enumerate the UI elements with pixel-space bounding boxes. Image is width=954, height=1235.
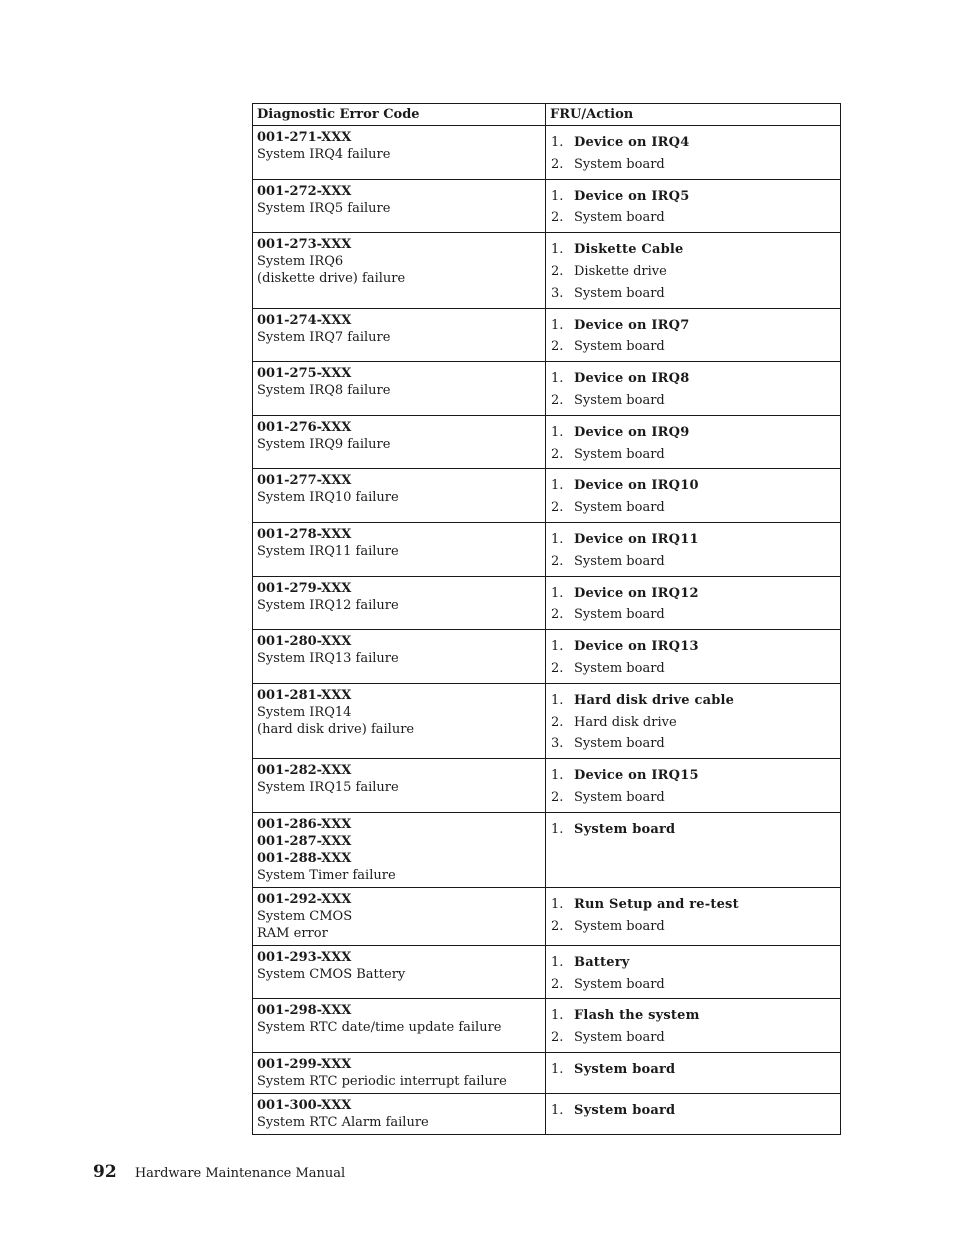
fru-action-cell <box>546 683 841 758</box>
action-text: Device on IRQ10 <box>574 478 699 494</box>
action-number: 2. <box>551 263 564 279</box>
error-code: 001-298-XXX <box>257 1003 352 1019</box>
error-description: System CMOS <box>257 908 353 924</box>
action-number: 1. <box>551 896 564 912</box>
action-list <box>550 526 836 573</box>
action-list <box>550 1097 836 1122</box>
action-text: System board <box>574 392 665 408</box>
header-fru-action: FRU/Action <box>546 104 841 126</box>
action-item <box>550 154 836 176</box>
action-list <box>550 472 836 519</box>
error-description: System IRQ15 failure <box>257 780 399 796</box>
action-list <box>550 891 836 938</box>
action-number: 2. <box>551 210 564 226</box>
error-code: 001-274-XXX <box>257 312 352 328</box>
action-text: Device on IRQ4 <box>574 135 690 150</box>
action-item <box>550 690 836 712</box>
action-number: 2. <box>551 918 564 934</box>
error-description: (hard disk drive) failure <box>257 721 415 737</box>
error-code: 001-300-XXX <box>257 1097 352 1113</box>
fru-action-cell <box>546 308 841 362</box>
table-row <box>253 233 841 308</box>
table-row <box>253 1052 841 1093</box>
action-item <box>550 604 836 626</box>
table-row <box>253 630 841 684</box>
action-number: 1. <box>551 188 564 204</box>
table-row <box>253 126 841 180</box>
error-code-cell <box>253 759 546 813</box>
action-number: 1. <box>551 821 564 837</box>
error-code-cell <box>253 415 546 469</box>
table-row <box>253 759 841 813</box>
table-header-row <box>253 104 841 126</box>
action-text: System board <box>574 446 665 462</box>
error-code: 001-276-XXX <box>257 419 352 435</box>
action-text: Device on IRQ5 <box>574 188 690 204</box>
action-text: System board <box>574 500 665 516</box>
error-code: 001-279-XXX <box>257 580 352 596</box>
action-number: 3. <box>551 736 564 752</box>
error-code: 001-286-XXX <box>257 816 352 832</box>
table-row <box>253 179 841 233</box>
error-code-cell <box>253 1093 546 1134</box>
error-code: 001-287-XXX <box>257 833 352 849</box>
error-description: System IRQ13 failure <box>257 651 399 667</box>
action-item <box>550 733 836 755</box>
action-list <box>550 949 836 996</box>
error-description: System IRQ11 failure <box>257 543 399 559</box>
action-number: 1. <box>551 135 564 150</box>
error-code: 001-273-XXX <box>257 237 352 253</box>
error-code-cell <box>253 576 546 630</box>
table-row <box>253 683 841 758</box>
action-number: 2. <box>551 789 564 805</box>
action-number: 1. <box>551 317 564 333</box>
error-description: System IRQ6 <box>257 254 344 270</box>
fru-action-cell <box>546 630 841 684</box>
action-number: 2. <box>551 1030 564 1046</box>
error-code: 001-271-XXX <box>257 130 352 145</box>
action-item <box>550 390 836 412</box>
fru-action-cell <box>546 179 841 233</box>
action-item <box>550 894 836 916</box>
action-text: Flash the system <box>574 1008 700 1024</box>
fru-action-cell <box>546 1052 841 1093</box>
table-row <box>253 469 841 523</box>
action-item <box>550 1100 836 1122</box>
action-number: 2. <box>551 392 564 408</box>
error-code: 001-299-XXX <box>257 1056 352 1072</box>
action-text: Diskette Cable <box>574 242 684 258</box>
fru-action-cell <box>546 1093 841 1134</box>
fru-action-cell <box>546 812 841 887</box>
action-number: 1. <box>551 242 564 258</box>
action-text: Device on IRQ11 <box>574 531 699 547</box>
table-row <box>253 576 841 630</box>
action-text: Device on IRQ9 <box>574 424 690 440</box>
action-item <box>550 132 836 154</box>
action-text: System board <box>574 607 665 623</box>
error-code-cell <box>253 887 546 945</box>
action-item <box>550 529 836 551</box>
table-row <box>253 522 841 576</box>
error-code-cell <box>253 308 546 362</box>
error-code-cell <box>253 1052 546 1093</box>
action-text: Device on IRQ12 <box>574 585 699 601</box>
error-description: System Timer failure <box>257 867 396 883</box>
action-item <box>550 819 836 841</box>
error-code: 001-272-XXX <box>257 183 352 199</box>
action-item <box>550 315 836 337</box>
action-item <box>550 916 836 938</box>
fru-action-cell <box>546 415 841 469</box>
table-row <box>253 362 841 416</box>
action-item <box>550 261 836 283</box>
action-text: System board <box>574 660 665 676</box>
action-item <box>550 368 836 390</box>
fru-action-cell <box>546 945 841 999</box>
error-code-cell <box>253 126 546 180</box>
error-code-cell <box>253 469 546 523</box>
action-text: Device on IRQ13 <box>574 639 699 655</box>
action-text: System board <box>574 736 665 752</box>
action-number: 2. <box>551 156 564 172</box>
action-text: Diskette drive <box>574 263 667 279</box>
action-list <box>550 633 836 680</box>
action-number: 1. <box>551 531 564 547</box>
error-code: 001-292-XXX <box>257 891 352 907</box>
action-text: System board <box>574 918 665 934</box>
action-text: System board <box>574 976 665 992</box>
action-text: System board <box>574 339 665 355</box>
table-row <box>253 812 841 887</box>
error-description: System RTC Alarm failure <box>257 1114 429 1130</box>
action-list <box>550 1002 836 1049</box>
action-number: 2. <box>551 446 564 462</box>
action-number: 2. <box>551 553 564 569</box>
action-item <box>550 444 836 466</box>
error-code-cell <box>253 179 546 233</box>
action-number: 2. <box>551 339 564 355</box>
error-description: System IRQ9 failure <box>257 436 391 452</box>
error-description: System RTC date/time update failure <box>257 1020 502 1036</box>
table-row <box>253 999 841 1053</box>
header-diagnostic-error-code: Diagnostic Error Code <box>253 104 546 126</box>
action-number: 1. <box>551 692 564 708</box>
error-description: (diskette drive) failure <box>257 271 406 287</box>
page-number: 92 <box>93 1162 117 1182</box>
action-item <box>550 712 836 734</box>
fru-action-cell <box>546 887 841 945</box>
action-item <box>550 475 836 497</box>
action-text: System board <box>574 821 676 837</box>
action-number: 1. <box>551 1061 564 1077</box>
action-number: 2. <box>551 500 564 516</box>
action-list <box>550 1056 836 1081</box>
action-text: Run Setup and re-test <box>574 896 739 912</box>
fru-table <box>252 103 841 1135</box>
fru-action-cell <box>546 233 841 308</box>
action-item <box>550 636 836 658</box>
table-row <box>253 945 841 999</box>
error-code-cell <box>253 999 546 1053</box>
error-code-cell <box>253 945 546 999</box>
action-item <box>550 239 836 261</box>
table-row <box>253 1093 841 1134</box>
fru-action-cell <box>546 362 841 416</box>
action-text: System board <box>574 789 665 805</box>
action-text: Device on IRQ15 <box>574 768 699 784</box>
action-list <box>550 129 836 176</box>
action-number: 1. <box>551 1008 564 1024</box>
action-text: Hard disk drive cable <box>574 692 735 708</box>
fru-action-cell <box>546 469 841 523</box>
action-item <box>550 207 836 229</box>
fru-action-cell <box>546 759 841 813</box>
manual-title: Hardware Maintenance Manual <box>134 1166 346 1181</box>
error-code-cell <box>253 233 546 308</box>
error-description: System IRQ5 failure <box>257 200 391 216</box>
action-text: System board <box>574 1102 676 1118</box>
action-text: System board <box>574 553 665 569</box>
action-list <box>550 580 836 627</box>
action-item <box>550 658 836 680</box>
action-number: 1. <box>551 1102 564 1118</box>
action-number: 2. <box>551 976 564 992</box>
error-description: System IRQ12 failure <box>257 597 399 613</box>
action-item <box>550 497 836 519</box>
fru-action-cell <box>546 999 841 1053</box>
action-number: 3. <box>551 285 564 301</box>
error-code: 001-280-XXX <box>257 634 352 650</box>
action-item <box>550 283 836 305</box>
action-number: 1. <box>551 478 564 494</box>
action-text: System board <box>574 1030 665 1046</box>
error-code: 001-277-XXX <box>257 473 352 489</box>
action-list <box>550 419 836 466</box>
action-list <box>550 236 836 304</box>
error-code-cell <box>253 522 546 576</box>
action-number: 2. <box>551 714 564 730</box>
error-code-cell <box>253 683 546 758</box>
action-text: Battery <box>574 954 630 970</box>
table-row <box>253 887 841 945</box>
action-item <box>550 1027 836 1049</box>
action-item <box>550 422 836 444</box>
action-number: 2. <box>551 607 564 623</box>
action-number: 1. <box>551 954 564 970</box>
action-item <box>550 765 836 787</box>
action-text: System board <box>574 210 665 226</box>
action-list <box>550 183 836 230</box>
action-text: Device on IRQ7 <box>574 317 690 333</box>
action-number: 1. <box>551 424 564 440</box>
error-description: System IRQ14 <box>257 704 352 720</box>
action-item <box>550 974 836 996</box>
error-description: System CMOS Battery <box>257 966 406 982</box>
error-description: RAM error <box>257 925 328 941</box>
action-item <box>550 336 836 358</box>
error-code: 001-282-XXX <box>257 763 352 779</box>
action-number: 1. <box>551 585 564 601</box>
action-item <box>550 583 836 605</box>
table-body <box>253 126 841 1135</box>
action-text: System board <box>574 1061 676 1077</box>
page-footer <box>93 1162 345 1184</box>
error-description: System RTC periodic interrupt failure <box>257 1073 507 1089</box>
error-description: System IRQ7 failure <box>257 329 391 345</box>
table-row <box>253 308 841 362</box>
action-number: 1. <box>551 639 564 655</box>
action-number: 2. <box>551 660 564 676</box>
action-list <box>550 687 836 755</box>
error-code: 001-281-XXX <box>257 687 352 703</box>
error-code: 001-275-XXX <box>257 366 352 382</box>
error-description: System IRQ10 failure <box>257 490 399 506</box>
error-code: 001-278-XXX <box>257 526 352 542</box>
table-row <box>253 415 841 469</box>
error-code-cell <box>253 812 546 887</box>
action-list <box>550 762 836 809</box>
action-item <box>550 186 836 208</box>
action-item <box>550 551 836 573</box>
action-item <box>550 787 836 809</box>
action-text: System board <box>574 156 665 172</box>
action-text: System board <box>574 285 665 301</box>
error-code: 001-293-XXX <box>257 949 352 965</box>
fru-action-cell <box>546 522 841 576</box>
action-item <box>550 1005 836 1027</box>
error-description: System IRQ4 failure <box>257 147 391 162</box>
error-description: System IRQ8 failure <box>257 383 391 399</box>
action-number: 1. <box>551 768 564 784</box>
action-item <box>550 1059 836 1081</box>
action-item <box>550 952 836 974</box>
error-code-cell <box>253 362 546 416</box>
action-list <box>550 365 836 412</box>
error-code-cell <box>253 630 546 684</box>
action-text: Hard disk drive <box>574 714 677 730</box>
fru-action-cell <box>546 576 841 630</box>
action-list <box>550 816 836 841</box>
fru-action-cell <box>546 126 841 180</box>
error-code: 001-288-XXX <box>257 850 352 866</box>
action-number: 1. <box>551 371 564 387</box>
action-list <box>550 312 836 359</box>
action-text: Device on IRQ8 <box>574 371 690 387</box>
